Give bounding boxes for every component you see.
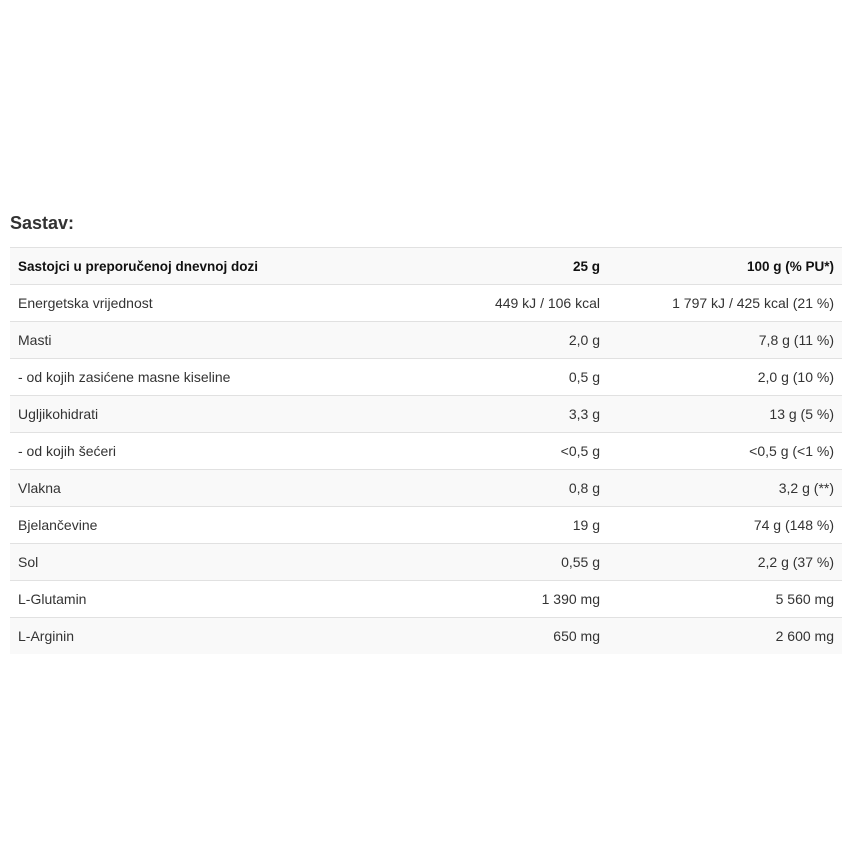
row-name: L-Arginin xyxy=(10,618,454,655)
row-dose: 0,5 g xyxy=(454,359,608,396)
nutrition-table xyxy=(10,247,842,654)
section-title: Sastav: xyxy=(10,213,75,233)
row-name: - od kojih zasićene masne kiseline xyxy=(10,359,454,396)
table-row xyxy=(10,359,842,396)
row-per-100g: 2,0 g (10 %) xyxy=(608,359,842,396)
row-per-100g: 3,2 g (**) xyxy=(608,470,842,507)
row-per-100g: 7,8 g (11 %) xyxy=(608,322,842,359)
row-dose: 0,55 g xyxy=(454,544,608,581)
table-row xyxy=(10,544,842,581)
row-name: Bjelančevine xyxy=(10,507,454,544)
row-per-100g: <0,5 g (<1 %) xyxy=(608,433,842,470)
row-dose: 3,3 g xyxy=(454,396,608,433)
row-name: - od kojih šećeri xyxy=(10,433,454,470)
table-row xyxy=(10,507,842,544)
row-dose: 2,0 g xyxy=(454,322,608,359)
row-per-100g: 2,2 g (37 %) xyxy=(608,544,842,581)
table-row xyxy=(10,581,842,618)
table-row xyxy=(10,322,842,359)
row-per-100g: 74 g (148 %) xyxy=(608,507,842,544)
row-dose: 0,8 g xyxy=(454,470,608,507)
table-header-row xyxy=(10,248,842,285)
row-name: Masti xyxy=(10,322,454,359)
table-row xyxy=(10,285,842,322)
composition-section xyxy=(10,211,842,654)
table-row xyxy=(10,433,842,470)
header-per-100g: 100 g (% PU*) xyxy=(608,248,842,285)
row-dose: 650 mg xyxy=(454,618,608,655)
header-daily-dose: 25 g xyxy=(454,248,608,285)
table-row xyxy=(10,618,842,655)
table-row xyxy=(10,470,842,507)
row-per-100g: 5 560 mg xyxy=(608,581,842,618)
row-per-100g: 1 797 kJ / 425 kcal (21 %) xyxy=(608,285,842,322)
row-name: L-Glutamin xyxy=(10,581,454,618)
row-dose: 19 g xyxy=(454,507,608,544)
row-dose: 449 kJ / 106 kcal xyxy=(454,285,608,322)
row-name: Sol xyxy=(10,544,454,581)
header-ingredient: Sastojci u preporučenoj dnevnoj dozi xyxy=(10,248,454,285)
table-row xyxy=(10,396,842,433)
row-per-100g: 13 g (5 %) xyxy=(608,396,842,433)
row-name: Energetska vrijednost xyxy=(10,285,454,322)
row-name: Vlakna xyxy=(10,470,454,507)
row-per-100g: 2 600 mg xyxy=(608,618,842,655)
row-dose: 1 390 mg xyxy=(454,581,608,618)
row-dose: <0,5 g xyxy=(454,433,608,470)
row-name: Ugljikohidrati xyxy=(10,396,454,433)
